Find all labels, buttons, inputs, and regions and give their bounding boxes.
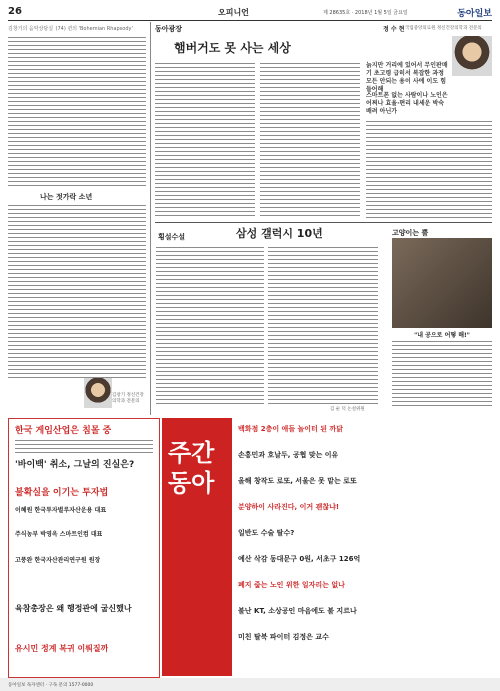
ad2-line7: 폐지 줍는 노인 위한 일자리는 없나 bbox=[238, 581, 345, 589]
left-column-title: 김창기의 음악상담실 (74) 퀸의 'Bohemian Rhapsody' bbox=[8, 26, 133, 32]
box-title: 횡설수설 bbox=[158, 233, 186, 241]
right-col-body-5 bbox=[155, 142, 255, 216]
ad1-line4: 고풍완 한국자산관리연구원 원장 bbox=[15, 557, 101, 564]
box-headline: 삼성 갤럭시 10년 bbox=[236, 227, 323, 240]
photo bbox=[392, 238, 492, 328]
column-divider bbox=[150, 22, 151, 415]
ad2-line4: 분양하이 사라진다, 이거 괜찮냐! bbox=[238, 503, 340, 511]
right-author-title: 국립중앙의료원 정신건강의학과 전문의 bbox=[405, 26, 482, 31]
newspaper-logo: 동아일보 bbox=[457, 9, 492, 19]
photo-body bbox=[392, 340, 492, 406]
left-column-body-1 bbox=[8, 36, 146, 188]
section-divider bbox=[155, 222, 492, 223]
section-title: 오피니언 bbox=[218, 8, 249, 17]
issue-date: 제 28635호 · 2018년 1월 5일 금요일 bbox=[323, 10, 408, 16]
ad2-line2: 손흥민과 호날두, 공협 맞는 이유 bbox=[238, 451, 339, 459]
ad2-brand: 주간 동아 bbox=[168, 439, 215, 497]
right-author-photo bbox=[452, 36, 492, 76]
box-body-2 bbox=[268, 246, 378, 406]
right-author-name: 정 수 현 bbox=[383, 26, 405, 33]
ad2-line8: 불난 KT, 소상공인 마음에도 불 지르나 bbox=[238, 607, 357, 615]
headline: 햄버거도 못 사는 세상 bbox=[174, 41, 291, 55]
ad2-line6: 예산 삭감 동대문구 0원, 서초구 126억 bbox=[238, 555, 361, 563]
photo-box-title: 고양이는 뿔 bbox=[392, 229, 429, 237]
ad2-line5: 일반도 수술 탈수? bbox=[238, 529, 295, 537]
left-column-body-2 bbox=[8, 204, 146, 380]
photo-caption: "내 공으로 어떻 해!" bbox=[414, 332, 470, 339]
ad1-line6: 유시민 정계 복귀 이뤄질까 bbox=[15, 644, 109, 653]
pull-quote-2: 스마트폰 없는 사람이나 노인은 어쩌나 효율·편리 내세운 박숙 배려 아닌가 bbox=[366, 92, 448, 115]
page-footer bbox=[0, 678, 500, 691]
right-col-body-4 bbox=[260, 142, 360, 216]
pull-quote: 늙지만 거리에 있어서 무인판매기 초고령 급히서 복잡한 과정 모든 안되는 용이 사에 이도 힘들어해 bbox=[366, 62, 448, 93]
ad1-line1: 불확실을 이기는 투자법 bbox=[15, 488, 109, 498]
left-column-subhead: 나는 젓가락 소년 bbox=[40, 193, 93, 201]
author-photo bbox=[84, 378, 112, 408]
ad-right[interactable] bbox=[162, 418, 492, 676]
right-column-title: 동아광장 bbox=[155, 25, 183, 33]
ad1-line2: 이혜원 한국투자별루자산운용 대표 bbox=[15, 507, 107, 514]
page-number: 26 bbox=[8, 6, 22, 17]
ad1-line3: 주식농부 박영옥 스마트인컴 대표 bbox=[15, 531, 103, 538]
left-column-caption: 김창기 정신건강의학과 전문의 bbox=[112, 393, 144, 404]
ad2-line9: 미친 탈북 파이터 김정은 교수 bbox=[238, 633, 329, 641]
right-col-body-3 bbox=[366, 120, 492, 220]
ad1-line5: 육참총장은 왜 행정관에 굽신했나 bbox=[15, 604, 132, 613]
box-body-1 bbox=[156, 246, 264, 406]
page-header bbox=[8, 6, 492, 21]
ad1-brand: 한국 게임산업은 침몰 중 bbox=[15, 426, 112, 436]
ad2-brand-panel bbox=[162, 418, 232, 676]
ad1-title: '바이백' 취소, 그날의 진실은? bbox=[15, 460, 135, 470]
ad2-line1: 백화점 2층이 애들 놀이터 된 까닭 bbox=[238, 425, 343, 433]
footer-text: 동아일보 독자센터 · 구독 문의 1577-0000 bbox=[8, 683, 94, 688]
ad2-line3: 올해 창작도 로또, 서울은 못 맡는 로또 bbox=[238, 477, 357, 485]
box-byline: 김 순 덕 논설위원 bbox=[330, 407, 365, 412]
ad-left[interactable] bbox=[8, 418, 160, 678]
